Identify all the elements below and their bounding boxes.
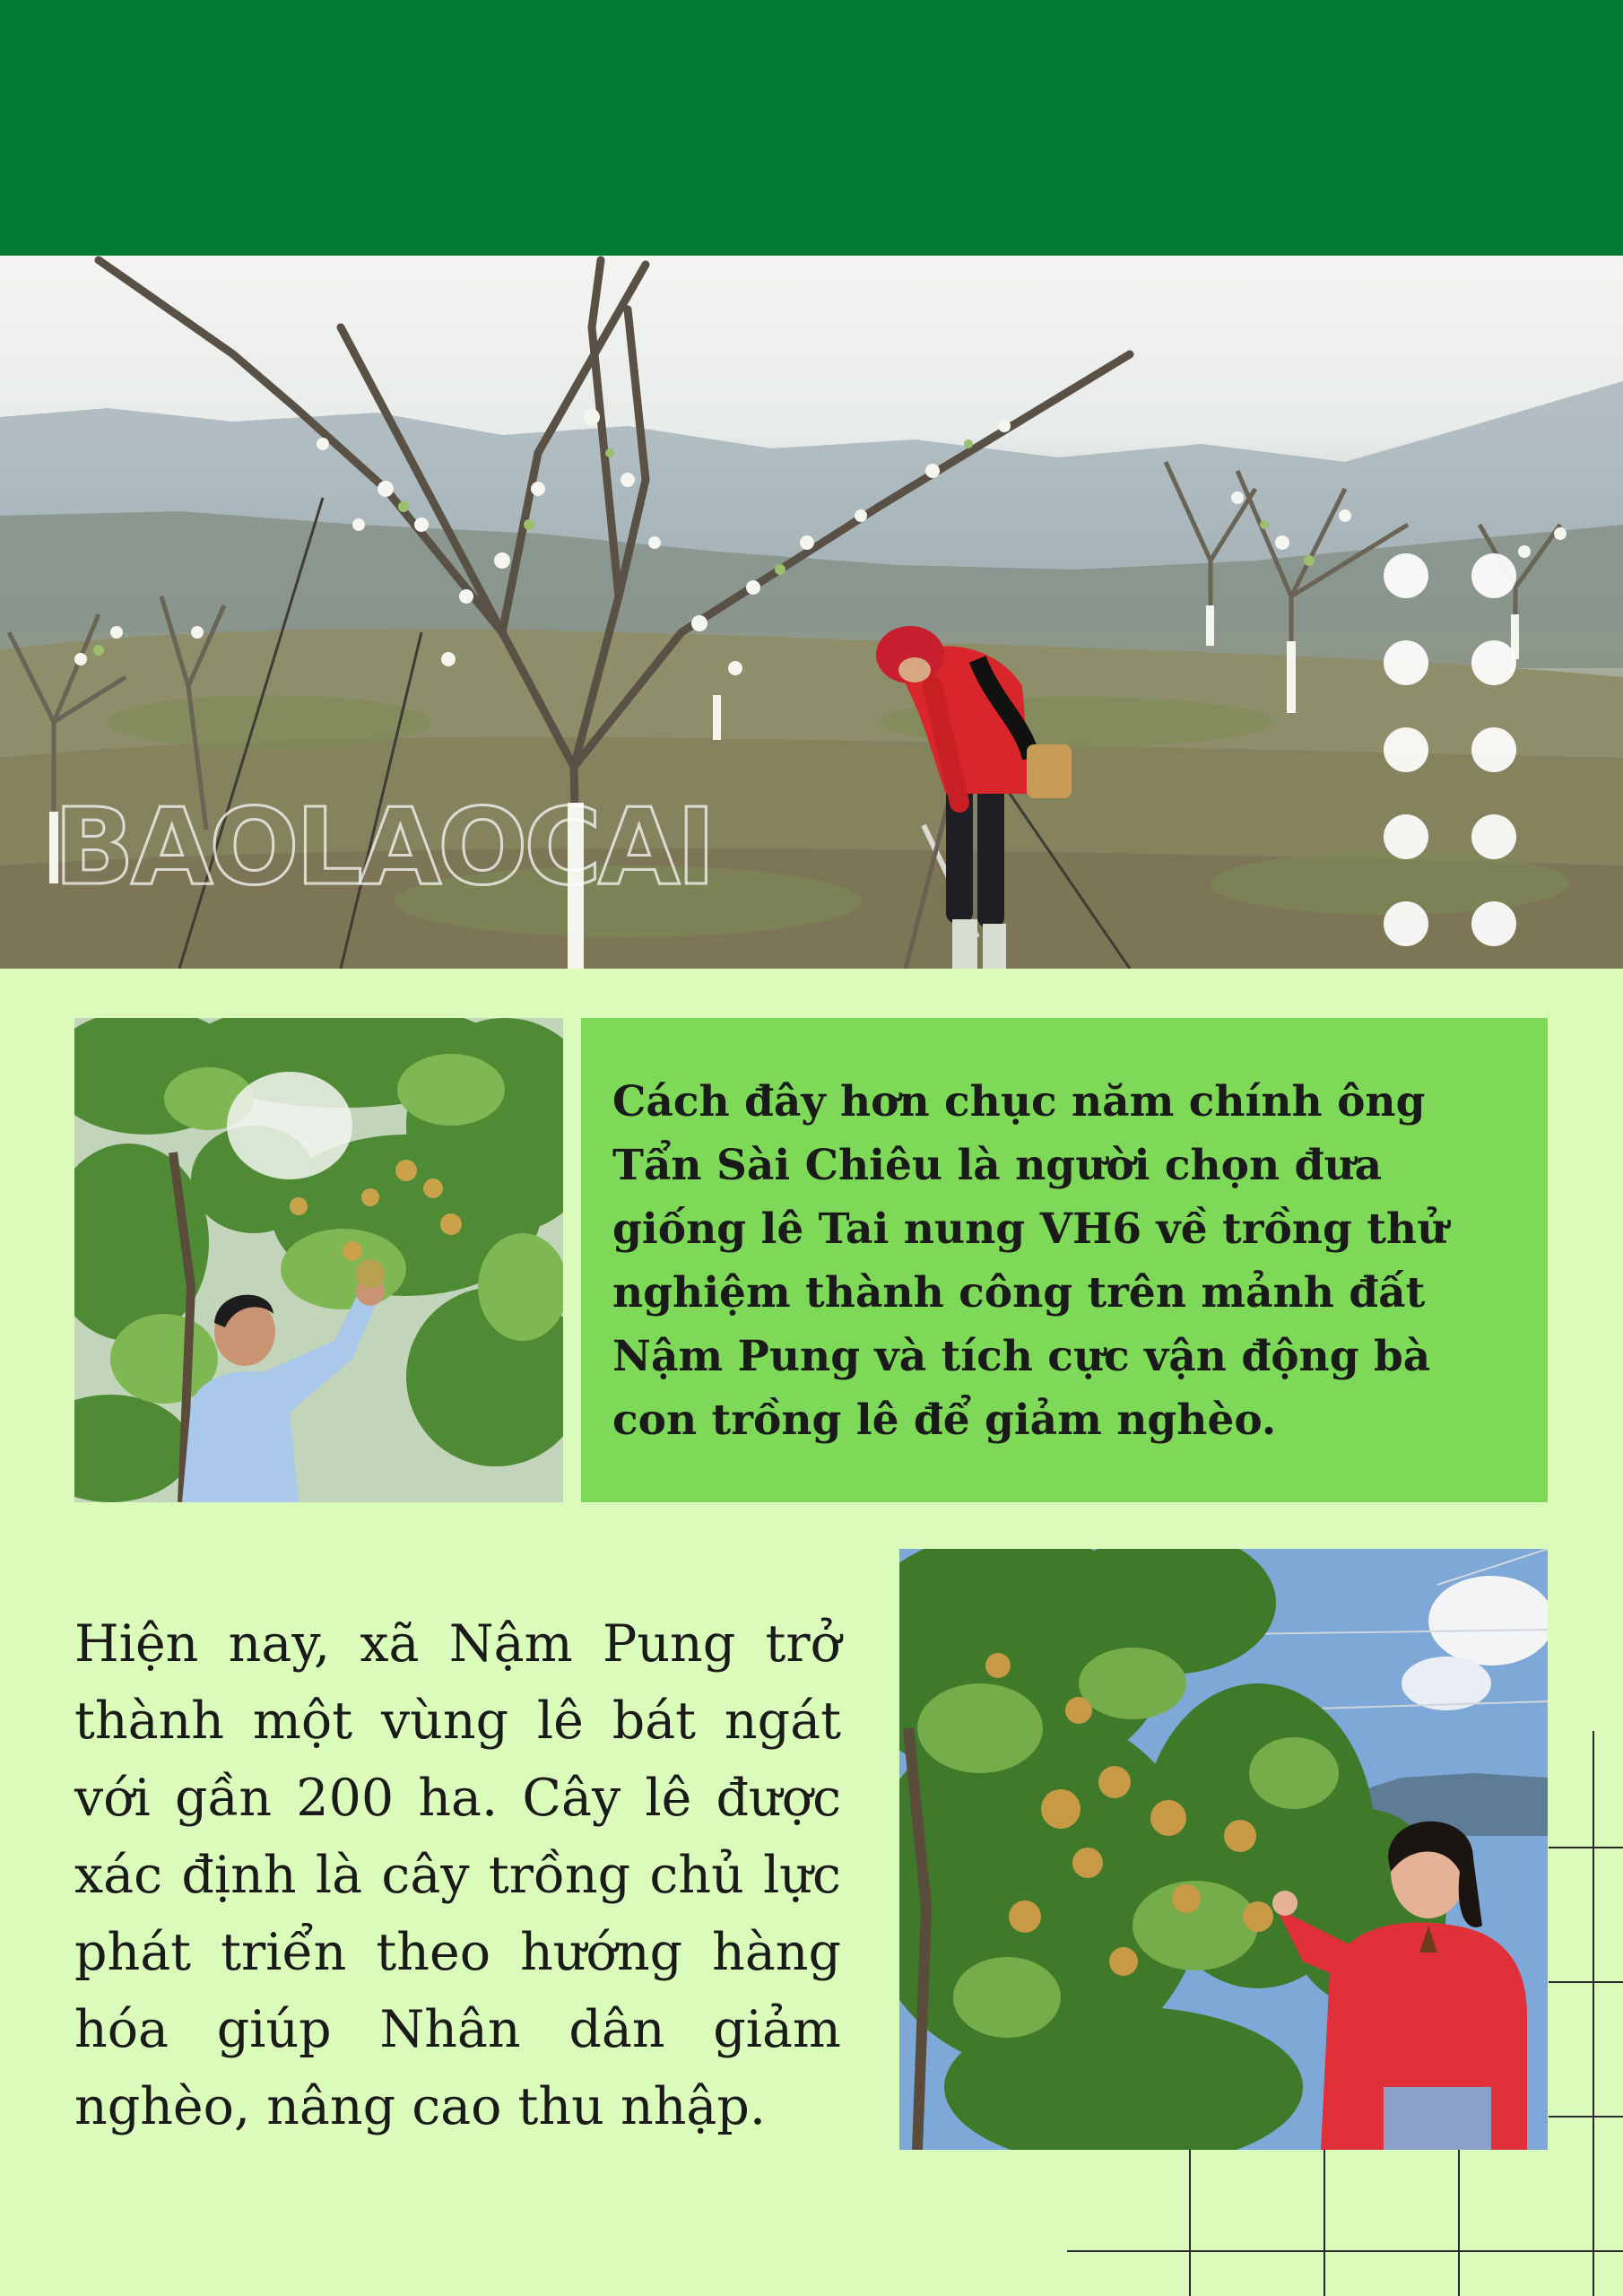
watermark-text: BAOLAOCAI: [54, 785, 713, 909]
quote-text: Cách đây hơn chục năm chính ông Tẩn Sài Chiêu là người chọn đưa giống lê Tai nung VH6 về trồng thử nghiệm thành công trên mảnh đất Nậm Pung và tích cực vận động bà con trồng lê để giảm nghèo.: [612, 1077, 1448, 1445]
body-paragraph: Hiện nay, xã Nậm Pung trở thành một vùng lê bát ngát với gần 200 ha. Cây lê được xác định là cây trồng chủ lực phát triển theo hướng hàng hóa giúp Nhân dân giảm nghèo, nâng cao thu nhập.: [74, 1614, 841, 2136]
